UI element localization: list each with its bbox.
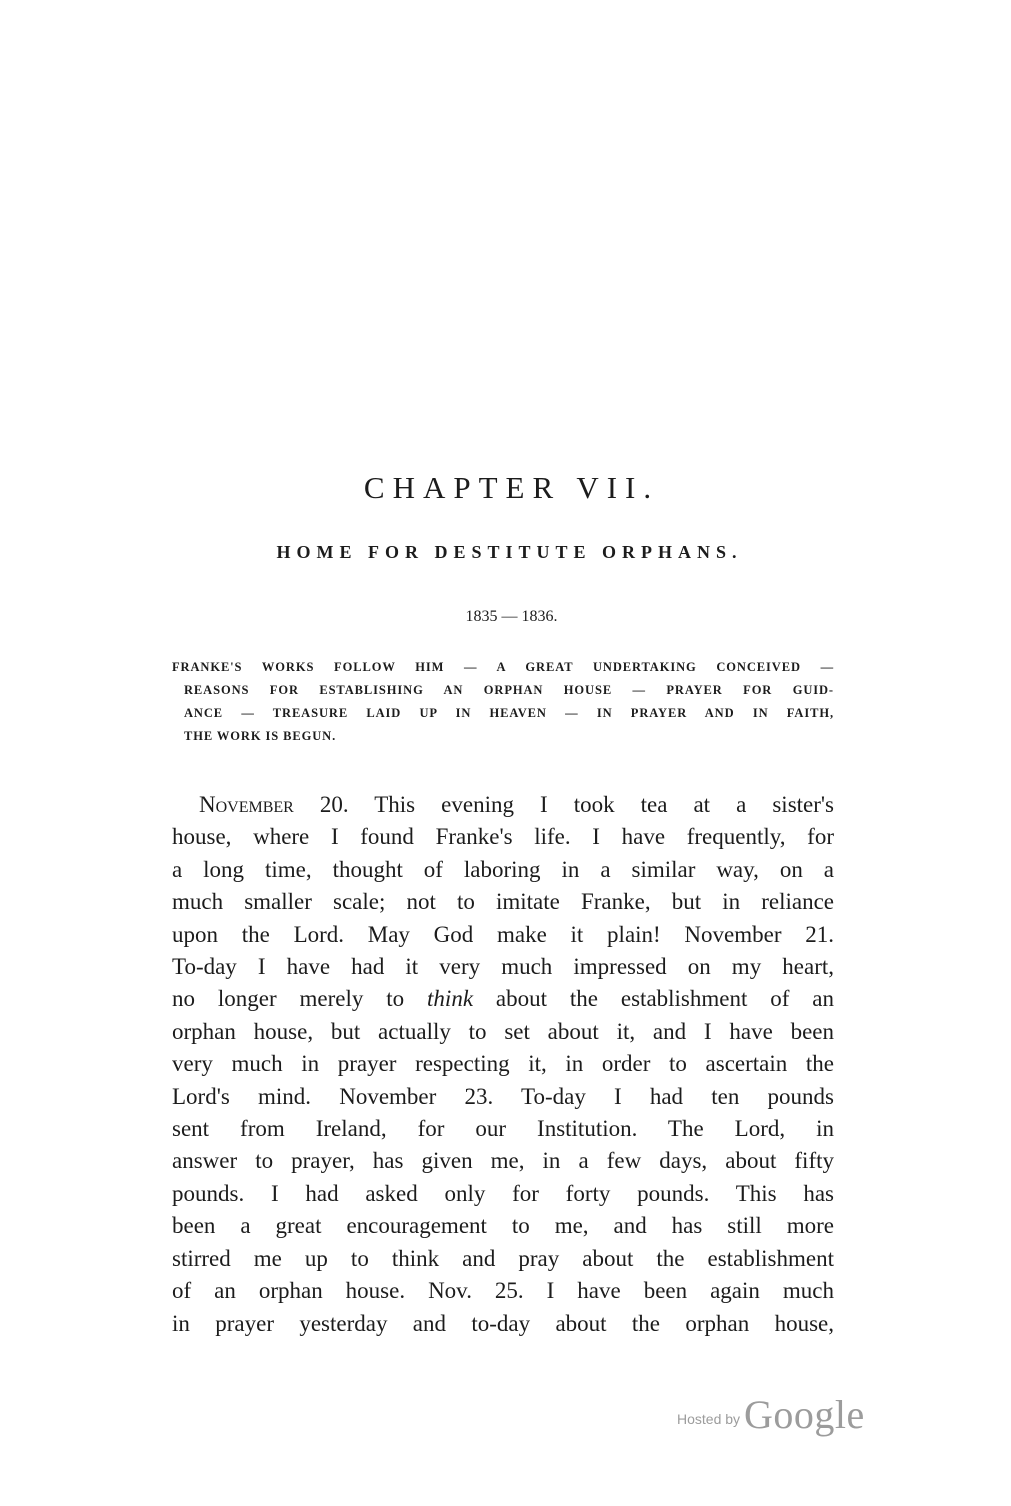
summary-line: ANCE — TREASURE LAID UP IN HEAVEN — IN PRAYER AND IN FAITH, bbox=[184, 706, 834, 720]
summary-line: THE WORK IS BEGUN. bbox=[184, 729, 337, 743]
body-line: stirred me up to think and pray about the establishment bbox=[172, 1245, 834, 1271]
hosted-by-watermark bbox=[677, 1391, 865, 1438]
chapter-subtitle: HOME FOR DESTITUTE ORPHANS. bbox=[276, 542, 743, 562]
body-line: in prayer yesterday and to-day about the orphan house, bbox=[172, 1310, 834, 1336]
body-line: Lord's mind. November 23. To-day I had ten pounds bbox=[172, 1083, 834, 1109]
date-word: November bbox=[199, 792, 294, 817]
body-line: upon the Lord. May God make it plain! November 21. bbox=[172, 921, 834, 947]
emphasis-think: think bbox=[427, 986, 474, 1012]
body-line bbox=[172, 983, 834, 1015]
body-line: sent from Ireland, for our Institution. The Lord, in bbox=[172, 1116, 834, 1142]
chapter-title: CHAPTER VII. bbox=[363, 470, 660, 505]
body-text bbox=[172, 789, 834, 1340]
body-line: pounds. I had asked only for forty pounds. This has bbox=[172, 1180, 834, 1206]
body-line: a long time, thought of laboring in a similar way, on a bbox=[172, 856, 834, 882]
google-logo: Google bbox=[744, 1392, 865, 1437]
chapter-summary bbox=[172, 656, 834, 748]
body-line-text: 20. This evening I took tea at a sister's bbox=[293, 792, 834, 817]
body-line-text: about the establishment of an bbox=[473, 986, 834, 1012]
summary-line: REASONS FOR ESTABLISHING AN ORPHAN HOUSE — PRAYER FOR GUID- bbox=[184, 683, 834, 697]
body-line-text: no longer merely to bbox=[172, 986, 428, 1012]
body-line: much smaller scale; not to imitate Franke, but in reliance bbox=[172, 889, 834, 915]
body-line: very much in prayer respecting it, in order to ascertain the bbox=[172, 1051, 834, 1077]
body-line: house, where I found Franke's life. I have frequently, for bbox=[172, 824, 834, 850]
chapter-years: 1835 — 1836. bbox=[465, 608, 558, 625]
body-line: answer to prayer, has given me, in a few days, about fifty bbox=[172, 1148, 834, 1174]
summary-line: FRANKE'S WORKS FOLLOW HIM — A GREAT UNDERTAKING CONCEIVED — bbox=[172, 660, 834, 674]
body-line: orphan house, but actually to set about it, and I have been bbox=[172, 1018, 834, 1044]
body-line: To-day I have had it very much impressed on my heart, bbox=[172, 954, 834, 980]
body-line: of an orphan house. Nov. 25. I have been again much bbox=[172, 1278, 834, 1304]
body-line: been a great encouragement to me, and has still more bbox=[172, 1213, 834, 1239]
body-line bbox=[172, 789, 834, 821]
hosted-by-label: Hosted by bbox=[677, 1411, 741, 1427]
